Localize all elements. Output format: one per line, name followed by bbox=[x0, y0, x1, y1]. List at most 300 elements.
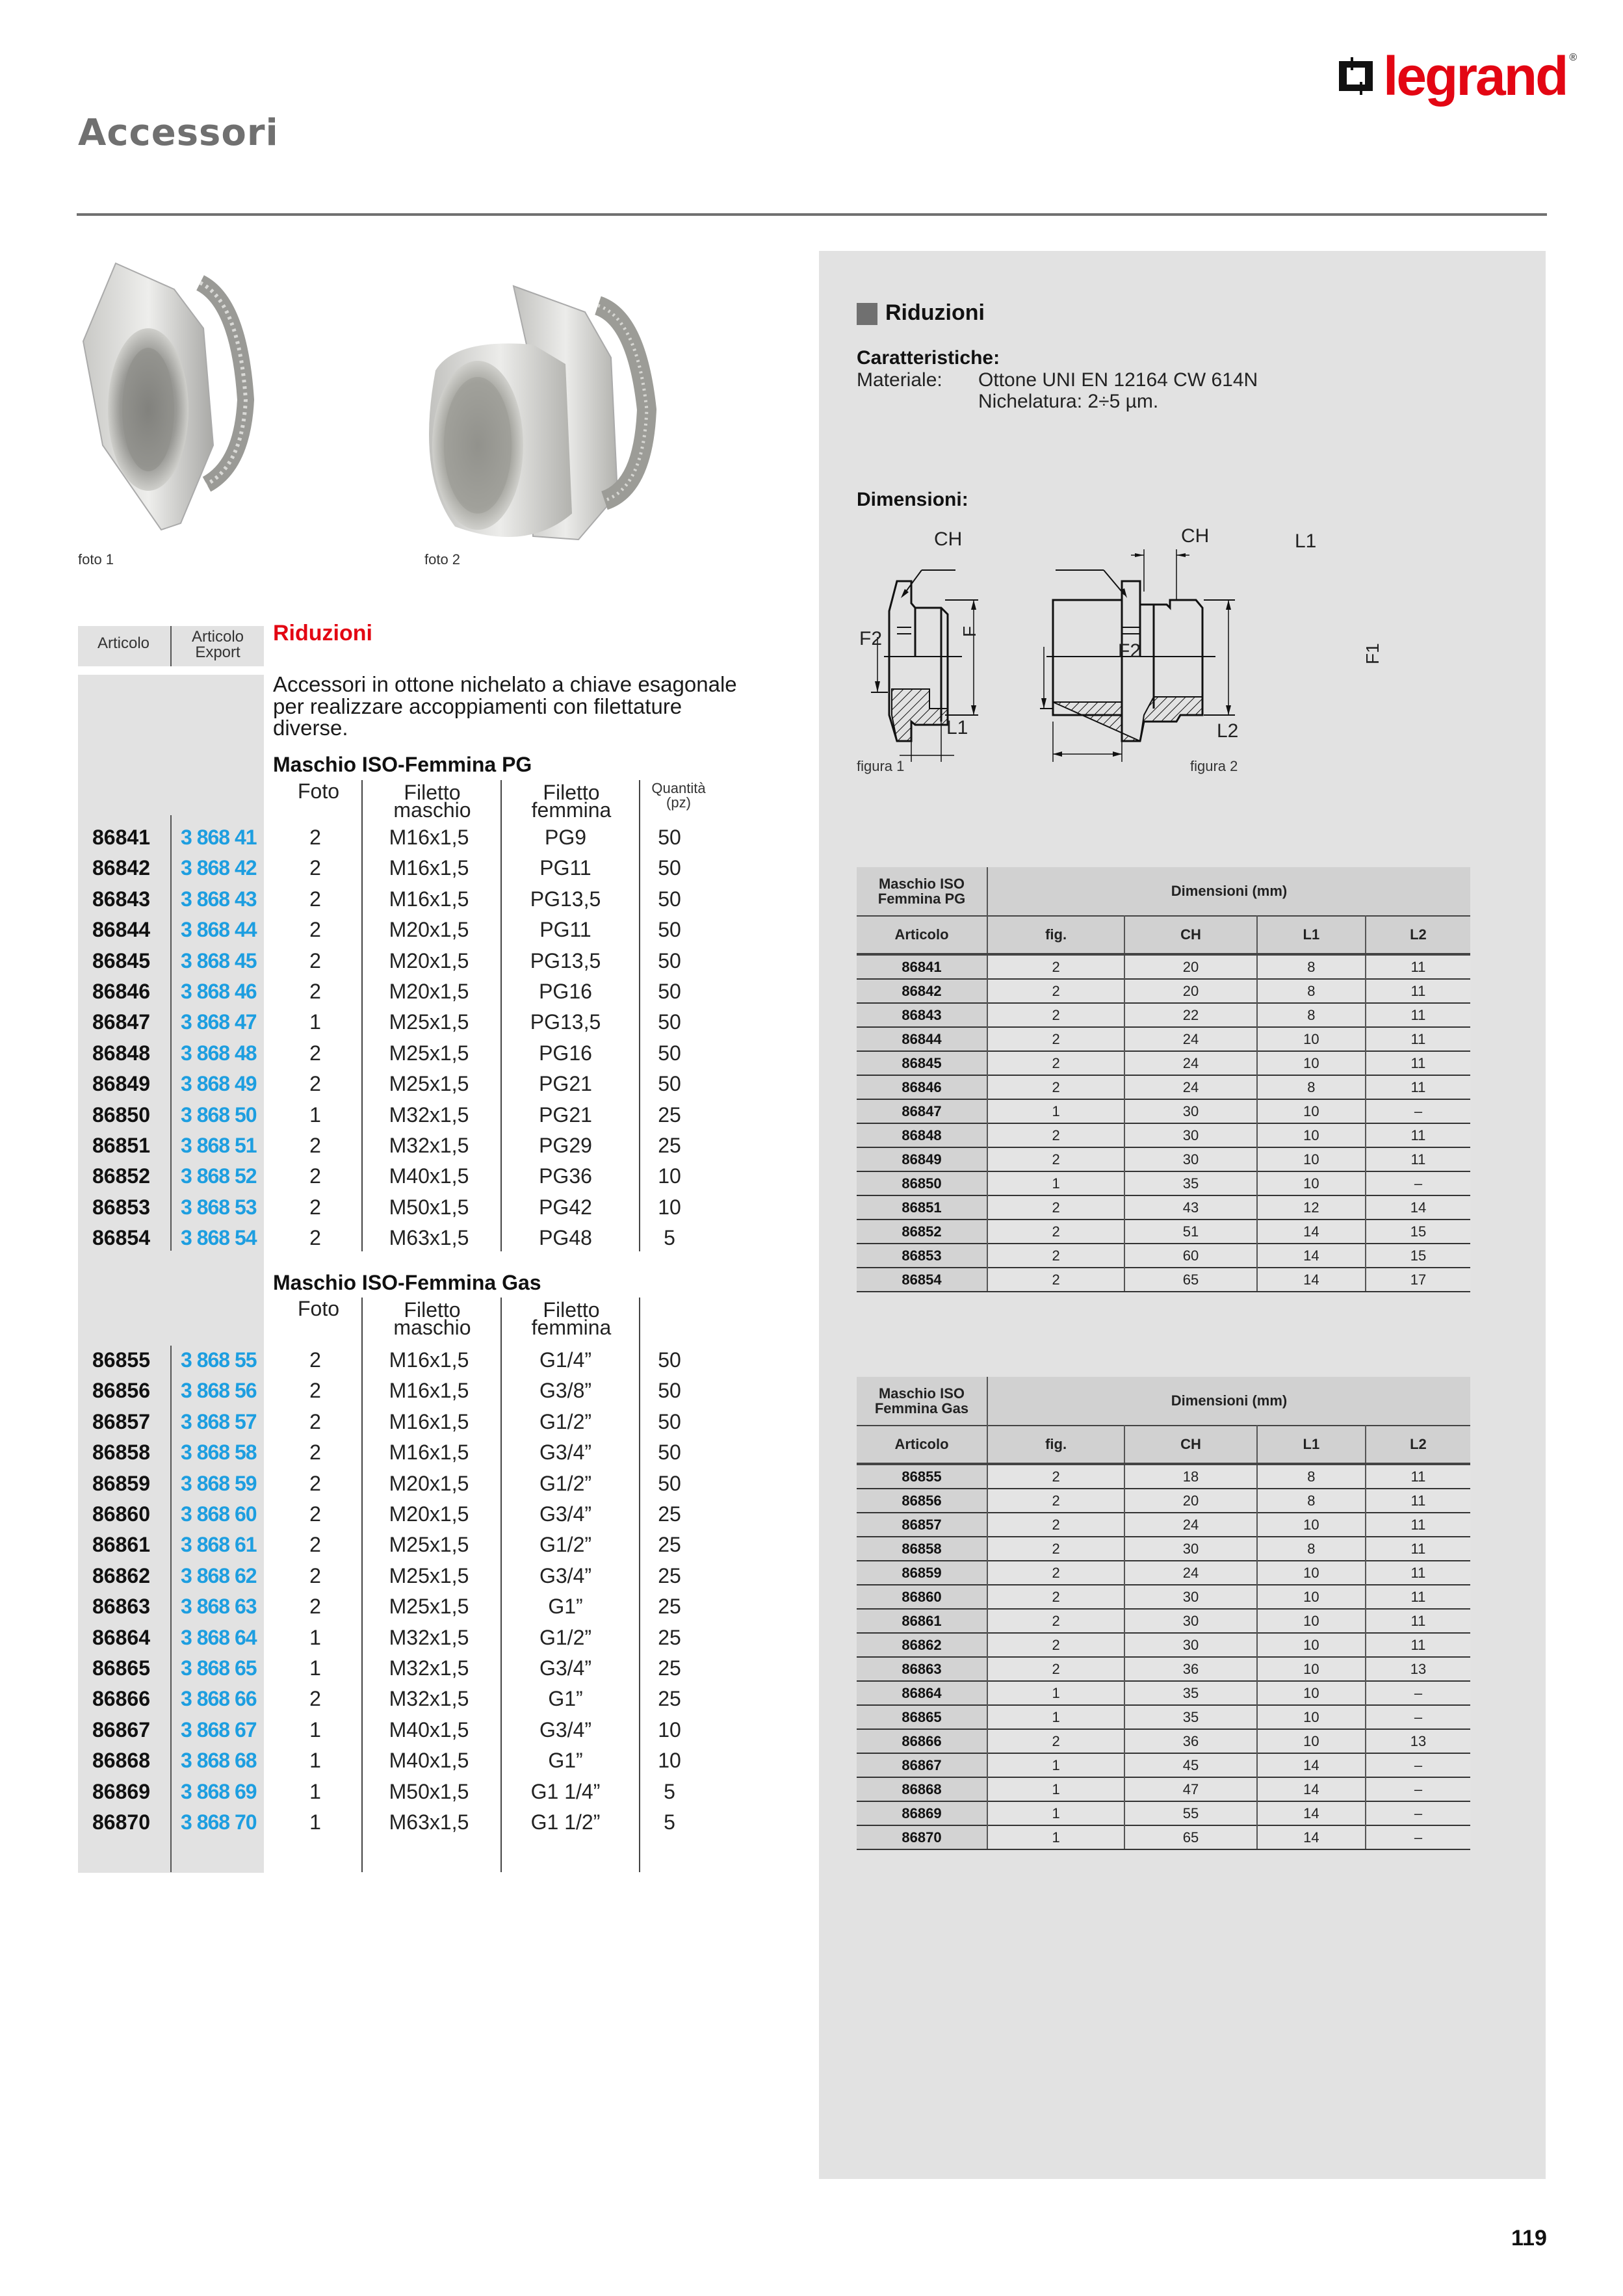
cell-fig: 2 bbox=[987, 1585, 1124, 1609]
fig2-label-l2: L2 bbox=[1217, 720, 1239, 742]
male-thread: M16x1,5 bbox=[389, 887, 469, 911]
quantity: 50 bbox=[658, 1010, 681, 1034]
export-code: 3 868 48 bbox=[181, 1041, 257, 1065]
table-group-header bbox=[857, 1377, 987, 1426]
cell-ch: 30 bbox=[1124, 1633, 1257, 1657]
female-thread: G1/2” bbox=[539, 1533, 592, 1557]
photo-ref: 2 bbox=[309, 1595, 321, 1619]
cell-l1: 10 bbox=[1257, 1657, 1366, 1681]
page-number: 119 bbox=[1511, 2226, 1547, 2250]
photo-ref: 1 bbox=[309, 1810, 321, 1834]
export-code: 3 868 58 bbox=[181, 1441, 257, 1465]
cell-articolo: 86867 bbox=[857, 1753, 987, 1777]
cell-l2: 15 bbox=[1366, 1220, 1470, 1244]
brand-wordmark: legrand bbox=[1383, 46, 1567, 107]
female-thread: PG13,5 bbox=[530, 948, 601, 972]
export-code: 3 868 51 bbox=[181, 1134, 257, 1157]
cell-ch: 30 bbox=[1124, 1585, 1257, 1609]
cell-fig: 2 bbox=[987, 1268, 1124, 1292]
female-thread: G1/2” bbox=[539, 1625, 592, 1649]
photo-ref: 1 bbox=[309, 1749, 321, 1773]
article-code: 86859 bbox=[92, 1471, 150, 1495]
dimension-row bbox=[857, 1777, 1470, 1801]
cell-l2: – bbox=[1366, 1753, 1470, 1777]
cell-fig: 2 bbox=[987, 1244, 1124, 1268]
product-row bbox=[78, 852, 728, 883]
export-code: 3 868 47 bbox=[181, 1010, 257, 1034]
dimension-row bbox=[857, 1681, 1470, 1705]
quantity: 50 bbox=[658, 918, 681, 942]
col-filetto-femmina-line2: femmina bbox=[531, 1316, 612, 1340]
product-row bbox=[78, 1192, 728, 1222]
cell-fig: 2 bbox=[987, 1729, 1124, 1753]
article-code: 86842 bbox=[92, 856, 150, 880]
col-articolo: Articolo bbox=[857, 1426, 987, 1464]
photo-ref: 1 bbox=[309, 1010, 321, 1034]
cell-ch: 22 bbox=[1124, 1003, 1257, 1027]
cell-l1: 12 bbox=[1257, 1195, 1366, 1220]
male-thread: M20x1,5 bbox=[389, 980, 469, 1003]
cell-l2: 11 bbox=[1366, 1633, 1470, 1657]
col-filetto-maschio-line2: maschio bbox=[393, 1316, 471, 1340]
male-thread: M16x1,5 bbox=[389, 856, 469, 880]
product-row bbox=[78, 1037, 728, 1068]
dimension-row bbox=[857, 1489, 1470, 1513]
export-code: 3 868 61 bbox=[181, 1533, 257, 1557]
male-thread: M32x1,5 bbox=[389, 1687, 469, 1711]
export-code: 3 868 66 bbox=[181, 1687, 257, 1711]
photo-ref: 2 bbox=[309, 948, 321, 972]
col-l2: L2 bbox=[1366, 916, 1470, 954]
quantity: 50 bbox=[658, 980, 681, 1003]
article-code: 86851 bbox=[92, 1134, 150, 1157]
fig1-label-ch: CH bbox=[934, 528, 963, 550]
product-group-title: Riduzioni bbox=[273, 621, 372, 646]
article-code: 86863 bbox=[92, 1595, 150, 1619]
photo-ref: 2 bbox=[309, 1226, 321, 1250]
export-code: 3 868 41 bbox=[181, 826, 257, 849]
cell-articolo: 86852 bbox=[857, 1220, 987, 1244]
quantity: 10 bbox=[658, 1164, 681, 1188]
cell-articolo: 86856 bbox=[857, 1489, 987, 1513]
col-articolo: Articolo bbox=[857, 916, 987, 954]
dimension-row bbox=[857, 1609, 1470, 1633]
cell-articolo: 86848 bbox=[857, 1123, 987, 1147]
cell-ch: 36 bbox=[1124, 1729, 1257, 1753]
legrand-mark-icon bbox=[1339, 57, 1373, 95]
female-thread: PG29 bbox=[539, 1134, 592, 1157]
export-code: 3 868 53 bbox=[181, 1195, 257, 1219]
quantity: 25 bbox=[658, 1502, 681, 1526]
cell-l2: 11 bbox=[1366, 954, 1470, 979]
female-thread: G1” bbox=[548, 1749, 583, 1773]
product-row bbox=[78, 914, 728, 945]
female-thread: PG11 bbox=[539, 918, 591, 942]
dimension-row bbox=[857, 1075, 1470, 1099]
product-photo-1 bbox=[77, 250, 291, 543]
export-code: 3 868 44 bbox=[181, 918, 257, 942]
photo-ref: 1 bbox=[309, 1779, 321, 1803]
photo-1-caption: foto 1 bbox=[78, 551, 114, 567]
hex-adapter-photo-icon bbox=[416, 280, 656, 546]
male-thread: M20x1,5 bbox=[389, 918, 469, 942]
dimension-row bbox=[857, 1633, 1470, 1657]
cell-l2: – bbox=[1366, 1681, 1470, 1705]
photo-ref: 2 bbox=[309, 1379, 321, 1403]
photo-ref: 2 bbox=[309, 1348, 321, 1372]
product-row bbox=[78, 822, 728, 852]
female-thread: G3/4” bbox=[539, 1717, 592, 1742]
col-filetto-maschio-line2: maschio bbox=[393, 798, 471, 822]
dimension-row bbox=[857, 1705, 1470, 1729]
cell-fig: 1 bbox=[987, 1801, 1124, 1825]
fig2-label-f2: F2 bbox=[1118, 640, 1141, 662]
cell-l2: 11 bbox=[1366, 1051, 1470, 1075]
dimension-row bbox=[857, 1171, 1470, 1195]
male-thread: M40x1,5 bbox=[389, 1717, 469, 1742]
cell-articolo: 86853 bbox=[857, 1244, 987, 1268]
article-code: 86855 bbox=[92, 1348, 150, 1372]
cell-ch: 20 bbox=[1124, 1489, 1257, 1513]
col-l1: L1 bbox=[1257, 916, 1366, 954]
quantity: 50 bbox=[658, 1379, 681, 1403]
cell-articolo: 86843 bbox=[857, 1003, 987, 1027]
female-thread: G1/4” bbox=[539, 1348, 592, 1372]
product-row bbox=[78, 1222, 728, 1253]
cell-ch: 24 bbox=[1124, 1051, 1257, 1075]
cell-l2: 11 bbox=[1366, 1075, 1470, 1099]
male-thread: M16x1,5 bbox=[389, 1441, 469, 1465]
dimension-row bbox=[857, 1099, 1470, 1123]
male-thread: M25x1,5 bbox=[389, 1595, 469, 1619]
export-code: 3 868 69 bbox=[181, 1779, 257, 1803]
cell-l1: 8 bbox=[1257, 1003, 1366, 1027]
quantity: 25 bbox=[658, 1656, 681, 1680]
cell-ch: 65 bbox=[1124, 1268, 1257, 1292]
cell-l1: 10 bbox=[1257, 1681, 1366, 1705]
photo-ref: 2 bbox=[309, 1195, 321, 1219]
product-row bbox=[78, 1437, 728, 1467]
export-code: 3 868 43 bbox=[181, 887, 257, 911]
cell-l2: 11 bbox=[1366, 1585, 1470, 1609]
fig1-label-l1: L1 bbox=[946, 717, 968, 738]
dimension-row bbox=[857, 1051, 1470, 1075]
cell-l1: 10 bbox=[1257, 1633, 1366, 1657]
photo-2-caption: foto 2 bbox=[424, 551, 461, 567]
female-thread: G3/4” bbox=[539, 1502, 592, 1526]
cell-l2: 11 bbox=[1366, 1027, 1470, 1051]
col-filetto-maschio-line1: Filetto bbox=[404, 781, 461, 804]
dimension-row bbox=[857, 1220, 1470, 1244]
table-column-headers bbox=[857, 916, 1470, 954]
cell-ch: 35 bbox=[1124, 1171, 1257, 1195]
product-photo-2 bbox=[416, 280, 656, 546]
export-code: 3 868 70 bbox=[181, 1810, 257, 1834]
cell-l1: 10 bbox=[1257, 1051, 1366, 1075]
col-filetto-femmina-line2: femmina bbox=[531, 798, 612, 822]
product-row bbox=[78, 1807, 728, 1837]
cell-l1: 14 bbox=[1257, 1825, 1366, 1849]
female-thread: G3/4” bbox=[539, 1441, 592, 1465]
dimension-row bbox=[857, 1825, 1470, 1849]
export-code: 3 868 55 bbox=[181, 1348, 257, 1372]
dimension-row bbox=[857, 979, 1470, 1003]
photo-ref: 2 bbox=[309, 980, 321, 1003]
col-quantita-line1: Quantità bbox=[651, 780, 706, 796]
product-row bbox=[78, 1652, 728, 1683]
brand-logo bbox=[1339, 47, 1577, 105]
plating-value: Nichelatura: 2÷5 µm. bbox=[978, 391, 1159, 412]
photo-ref: 1 bbox=[309, 1625, 321, 1649]
group-header-line2: Femmina Gas bbox=[874, 1400, 969, 1416]
dimension-row bbox=[857, 954, 1470, 979]
cell-ch: 24 bbox=[1124, 1513, 1257, 1537]
male-thread: M50x1,5 bbox=[389, 1195, 469, 1219]
dimensions-table-pg bbox=[857, 867, 1470, 1292]
cell-l1: 8 bbox=[1257, 1537, 1366, 1561]
dimension-row bbox=[857, 1123, 1470, 1147]
cell-articolo: 86851 bbox=[857, 1195, 987, 1220]
cell-l2: – bbox=[1366, 1777, 1470, 1801]
dimension-row bbox=[857, 1464, 1470, 1489]
product-description: Accessori in ottone nichelato a chiave esagonale per realizzare accoppiamenti con filettature diverse. bbox=[273, 672, 737, 740]
article-code: 86852 bbox=[92, 1164, 150, 1188]
col-quantita-line2: (pz) bbox=[666, 794, 691, 811]
product-row bbox=[78, 1006, 728, 1037]
cell-ch: 24 bbox=[1124, 1027, 1257, 1051]
photo-ref: 1 bbox=[309, 1102, 321, 1127]
male-thread: M50x1,5 bbox=[389, 1779, 469, 1803]
photo-ref: 2 bbox=[309, 1441, 321, 1465]
quantity: 50 bbox=[658, 1409, 681, 1433]
cell-ch: 24 bbox=[1124, 1561, 1257, 1585]
product-row bbox=[78, 945, 728, 976]
article-code: 86844 bbox=[92, 918, 150, 942]
cell-fig: 1 bbox=[987, 1705, 1124, 1729]
dimensions-header: Dimensioni (mm) bbox=[987, 1377, 1470, 1426]
photo-ref: 2 bbox=[309, 1502, 321, 1526]
cell-l1: 10 bbox=[1257, 1027, 1366, 1051]
cell-ch: 30 bbox=[1124, 1609, 1257, 1633]
cell-ch: 65 bbox=[1124, 1825, 1257, 1849]
male-thread: M32x1,5 bbox=[389, 1134, 469, 1157]
photo-ref: 2 bbox=[309, 1409, 321, 1433]
cell-articolo: 86847 bbox=[857, 1099, 987, 1123]
female-thread: PG11 bbox=[539, 856, 591, 880]
export-code: 3 868 42 bbox=[181, 856, 257, 880]
cell-articolo: 86854 bbox=[857, 1268, 987, 1292]
male-thread: M16x1,5 bbox=[389, 826, 469, 849]
cell-l2: – bbox=[1366, 1801, 1470, 1825]
cell-l1: 8 bbox=[1257, 1489, 1366, 1513]
quantity: 5 bbox=[664, 1779, 675, 1803]
male-thread: M20x1,5 bbox=[389, 948, 469, 972]
dimension-row bbox=[857, 1585, 1470, 1609]
col-foto-pg: Foto bbox=[297, 779, 340, 803]
cell-articolo: 86870 bbox=[857, 1825, 987, 1849]
cell-fig: 2 bbox=[987, 1147, 1124, 1171]
col-filetto-femmina-line1: Filetto bbox=[543, 781, 600, 804]
export-code: 3 868 57 bbox=[181, 1409, 257, 1433]
export-code: 3 868 64 bbox=[181, 1625, 257, 1649]
dimension-row bbox=[857, 1801, 1470, 1825]
cell-articolo: 86860 bbox=[857, 1585, 987, 1609]
cell-articolo: 86842 bbox=[857, 979, 987, 1003]
cell-articolo: 86869 bbox=[857, 1801, 987, 1825]
male-thread: M16x1,5 bbox=[389, 1348, 469, 1372]
cell-articolo: 86863 bbox=[857, 1657, 987, 1681]
product-row bbox=[78, 1714, 728, 1745]
cell-fig: 2 bbox=[987, 1609, 1124, 1633]
cell-fig: 1 bbox=[987, 1753, 1124, 1777]
col-quantita-pg bbox=[640, 781, 718, 810]
cell-l2: 11 bbox=[1366, 1561, 1470, 1585]
article-code: 86845 bbox=[92, 948, 150, 972]
cell-l2: – bbox=[1366, 1099, 1470, 1123]
cell-articolo: 86850 bbox=[857, 1171, 987, 1195]
fig2-label-l1: L1 bbox=[1295, 530, 1317, 552]
male-thread: M20x1,5 bbox=[389, 1502, 469, 1526]
quantity: 50 bbox=[658, 1441, 681, 1465]
table-column-headers bbox=[857, 1426, 1470, 1464]
table-group-header bbox=[857, 867, 987, 916]
quantity: 5 bbox=[664, 1810, 675, 1834]
article-code: 86858 bbox=[92, 1441, 150, 1465]
quantity: 25 bbox=[658, 1533, 681, 1557]
article-code: 86870 bbox=[92, 1810, 150, 1834]
cell-l1: 10 bbox=[1257, 1561, 1366, 1585]
cell-ch: 18 bbox=[1124, 1464, 1257, 1489]
dimension-row bbox=[857, 1537, 1470, 1561]
material-label: Materiale: bbox=[857, 369, 942, 391]
male-thread: M32x1,5 bbox=[389, 1625, 469, 1649]
col-header-export bbox=[172, 629, 264, 660]
photo-ref: 2 bbox=[309, 918, 321, 942]
article-code: 86853 bbox=[92, 1195, 150, 1219]
article-code: 86857 bbox=[92, 1409, 150, 1433]
male-thread: M25x1,5 bbox=[389, 1563, 469, 1587]
female-thread: PG13,5 bbox=[530, 887, 601, 911]
quantity: 50 bbox=[658, 1041, 681, 1065]
cell-l2: 14 bbox=[1366, 1195, 1470, 1220]
article-code: 86860 bbox=[92, 1502, 150, 1526]
cell-fig: 2 bbox=[987, 979, 1124, 1003]
product-row bbox=[78, 1622, 728, 1652]
cell-l2: 11 bbox=[1366, 1123, 1470, 1147]
export-code: 3 868 56 bbox=[181, 1379, 257, 1403]
cell-l1: 10 bbox=[1257, 1585, 1366, 1609]
cell-fig: 2 bbox=[987, 1195, 1124, 1220]
product-row bbox=[78, 1776, 728, 1807]
export-code: 3 868 68 bbox=[181, 1749, 257, 1773]
dimension-row bbox=[857, 1268, 1470, 1292]
cell-l1: 8 bbox=[1257, 954, 1366, 979]
dimension-row bbox=[857, 1003, 1470, 1027]
export-code: 3 868 50 bbox=[181, 1102, 257, 1127]
female-thread: G1 1/2” bbox=[530, 1810, 601, 1834]
article-code: 86843 bbox=[92, 887, 150, 911]
photo-ref: 2 bbox=[309, 1134, 321, 1157]
quantity: 25 bbox=[658, 1102, 681, 1127]
cell-ch: 24 bbox=[1124, 1075, 1257, 1099]
quantity: 50 bbox=[658, 1348, 681, 1372]
col-header-export-line2: Export bbox=[195, 644, 240, 661]
cell-l1: 10 bbox=[1257, 1609, 1366, 1633]
quantity: 50 bbox=[658, 856, 681, 880]
cell-fig: 1 bbox=[987, 1825, 1124, 1849]
cell-fig: 2 bbox=[987, 1051, 1124, 1075]
figure-1-caption: figura 1 bbox=[857, 758, 905, 774]
registered-mark: ® bbox=[1569, 52, 1578, 63]
quantity: 50 bbox=[658, 887, 681, 911]
cell-ch: 30 bbox=[1124, 1099, 1257, 1123]
cell-fig: 2 bbox=[987, 1561, 1124, 1585]
female-thread: G3/8” bbox=[539, 1379, 592, 1403]
quantity: 25 bbox=[658, 1625, 681, 1649]
photo-ref: 2 bbox=[309, 1041, 321, 1065]
cell-articolo: 86865 bbox=[857, 1705, 987, 1729]
cell-l2: 13 bbox=[1366, 1729, 1470, 1753]
article-code: 86850 bbox=[92, 1102, 150, 1127]
article-code: 86847 bbox=[92, 1010, 150, 1034]
cell-articolo: 86862 bbox=[857, 1633, 987, 1657]
article-code: 86849 bbox=[92, 1072, 150, 1096]
cell-l2: 13 bbox=[1366, 1657, 1470, 1681]
col-ch: CH bbox=[1124, 1426, 1257, 1464]
male-thread: M63x1,5 bbox=[389, 1226, 469, 1250]
article-code: 86867 bbox=[92, 1717, 150, 1742]
col-foto-gas: Foto bbox=[297, 1297, 340, 1320]
dimension-row bbox=[857, 1561, 1470, 1585]
cell-l2: 11 bbox=[1366, 1609, 1470, 1633]
female-thread: G1/2” bbox=[539, 1471, 592, 1495]
cell-l2: – bbox=[1366, 1825, 1470, 1849]
cell-fig: 2 bbox=[987, 1027, 1124, 1051]
col-fig: fig. bbox=[987, 1426, 1124, 1464]
section-title-pg: Maschio ISO-Femmina PG bbox=[273, 753, 532, 776]
article-code: 86854 bbox=[92, 1226, 150, 1250]
cell-l1: 14 bbox=[1257, 1777, 1366, 1801]
product-row bbox=[78, 1498, 728, 1529]
cell-fig: 2 bbox=[987, 1075, 1124, 1099]
male-thread: M63x1,5 bbox=[389, 1810, 469, 1834]
cell-l2: 11 bbox=[1366, 979, 1470, 1003]
cell-l1: 10 bbox=[1257, 1171, 1366, 1195]
cell-fig: 1 bbox=[987, 1099, 1124, 1123]
cell-ch: 60 bbox=[1124, 1244, 1257, 1268]
cell-articolo: 86844 bbox=[857, 1027, 987, 1051]
article-code: 86869 bbox=[92, 1779, 150, 1803]
cell-l2: 11 bbox=[1366, 1489, 1470, 1513]
male-thread: M16x1,5 bbox=[389, 1379, 469, 1403]
cell-fig: 2 bbox=[987, 1489, 1124, 1513]
cell-articolo: 86861 bbox=[857, 1609, 987, 1633]
fig2-label-ch: CH bbox=[1181, 525, 1210, 547]
cell-ch: 35 bbox=[1124, 1681, 1257, 1705]
hex-reducer-photo-icon bbox=[77, 250, 291, 543]
cell-articolo: 86845 bbox=[857, 1051, 987, 1075]
export-code: 3 868 54 bbox=[181, 1226, 257, 1250]
female-thread: G1” bbox=[548, 1595, 583, 1619]
export-code: 3 868 49 bbox=[181, 1072, 257, 1096]
cell-l1: 10 bbox=[1257, 1729, 1366, 1753]
cell-l2: 11 bbox=[1366, 1003, 1470, 1027]
article-code: 86841 bbox=[92, 826, 150, 849]
dimension-row bbox=[857, 1657, 1470, 1681]
cell-l2: 15 bbox=[1366, 1244, 1470, 1268]
photo-ref: 2 bbox=[309, 1164, 321, 1188]
female-thread: PG42 bbox=[539, 1195, 592, 1219]
